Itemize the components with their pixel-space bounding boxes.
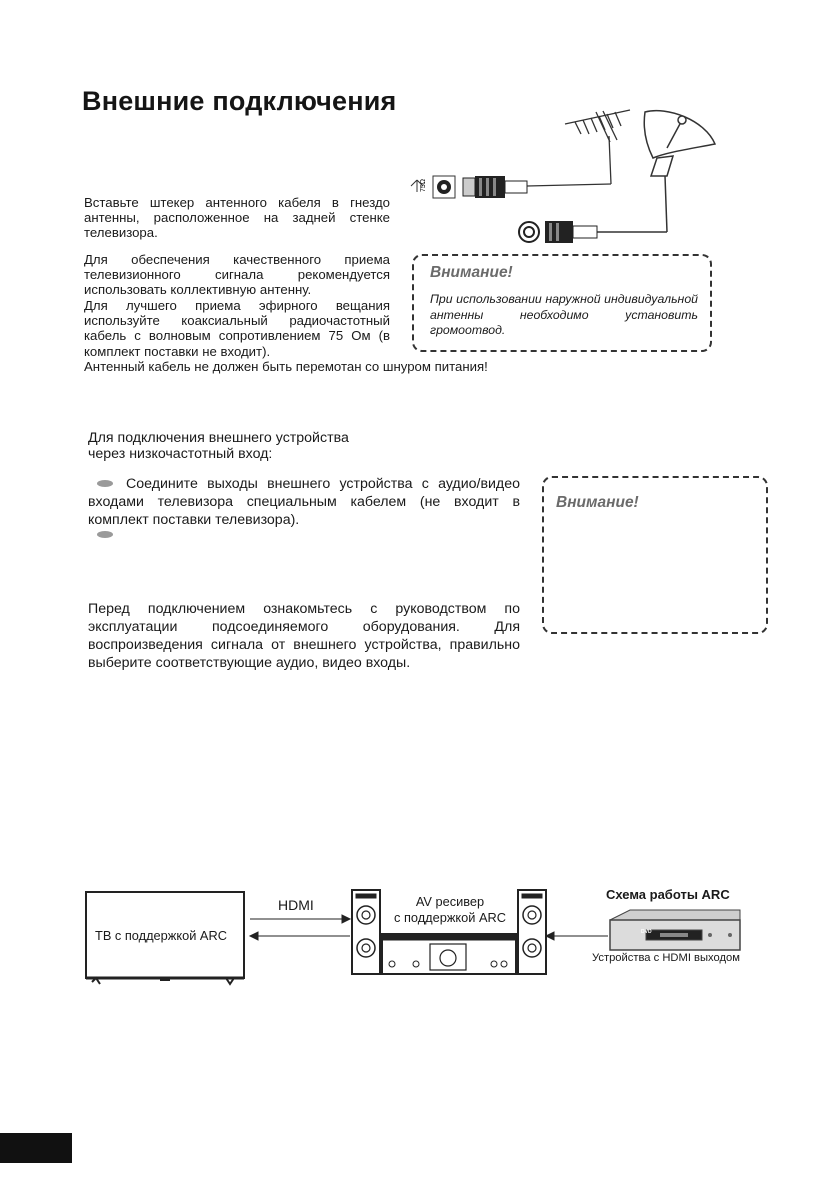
av-intro — [88, 430, 349, 462]
receiver-label-line2: с поддержкой ARC — [393, 910, 507, 925]
antenna-text-insert: Вставьте штекер антенного кабеля в гнездо антенны, расположенное на задней стенке телевизора. — [84, 195, 390, 241]
antenna-warning-text: При использовании наружной индивидуальной антенны необходимо установить громоотвод. — [430, 292, 698, 337]
antenna-warning-heading: Внимание! — [430, 264, 513, 281]
antenna-text-power-cord: Антенный кабель не должен быть перемотан со шнуром питания! — [84, 359, 488, 374]
av-note: Перед подключением ознакомьтесь с руководством по эксплуатации подсоединяемого оборудования. Для воспроизведения сигнала от внешнего устройства, правильно выберите соответствующие аудио, видео входы. — [88, 601, 520, 671]
satellite-dish-icon — [597, 111, 715, 232]
tv-label: ТВ с поддержкой ARC — [95, 928, 227, 943]
antenna-diagram — [405, 100, 725, 250]
antenna-plug-icon — [463, 176, 527, 198]
dvd-player-icon — [610, 910, 740, 950]
page-number-tab — [0, 1133, 72, 1163]
hdmi-label: HDMI — [278, 897, 314, 913]
antenna-warning-box — [412, 254, 712, 352]
scheme-title: Схема работы ARC — [606, 887, 730, 902]
tv-antenna-icon — [527, 110, 630, 186]
left-speaker-icon — [352, 890, 380, 974]
av-warning-heading: Внимание! — [556, 494, 639, 511]
bullet-icon — [97, 531, 113, 538]
dvd-badge: DVD — [641, 929, 652, 935]
av-intro-line2: через низкочастотный вход: — [88, 446, 273, 462]
socket-label: 75Ω — [420, 178, 427, 192]
av-warning-box — [542, 476, 768, 634]
receiver-label — [380, 894, 520, 926]
right-speaker-icon — [518, 890, 546, 974]
antenna-text-collective: Для обеспечения качественного приема телевизионного сигнала рекомендуется использовать коллективную антенну. — [84, 252, 390, 298]
bullet-icon — [97, 480, 113, 487]
av-receiver-icon — [382, 934, 516, 974]
antenna-text-cable: Для лучшего приема эфирного вещания используйте коаксиальный радиочастотный кабель с волновым сопротивлением 75 Ом (в комплект поставки не входит). — [84, 298, 390, 359]
av-bullet-1-text: Соедините выходы внешнего устройства с аудио/видео входами телевизора специальным кабелем (не входит в комплект поставки телевизора). — [88, 476, 520, 528]
receiver-label-line1: AV ресивер — [415, 894, 485, 909]
av-intro-line1: Для подключения внешнего устройства — [88, 430, 349, 446]
av-bullet-1 — [88, 475, 520, 529]
satellite-socket-icon — [519, 221, 597, 243]
antenna-socket-icon — [411, 176, 455, 198]
device-label: Устройства с HDMI выходом — [592, 952, 740, 964]
page-title: Внешние подключения — [82, 86, 397, 116]
